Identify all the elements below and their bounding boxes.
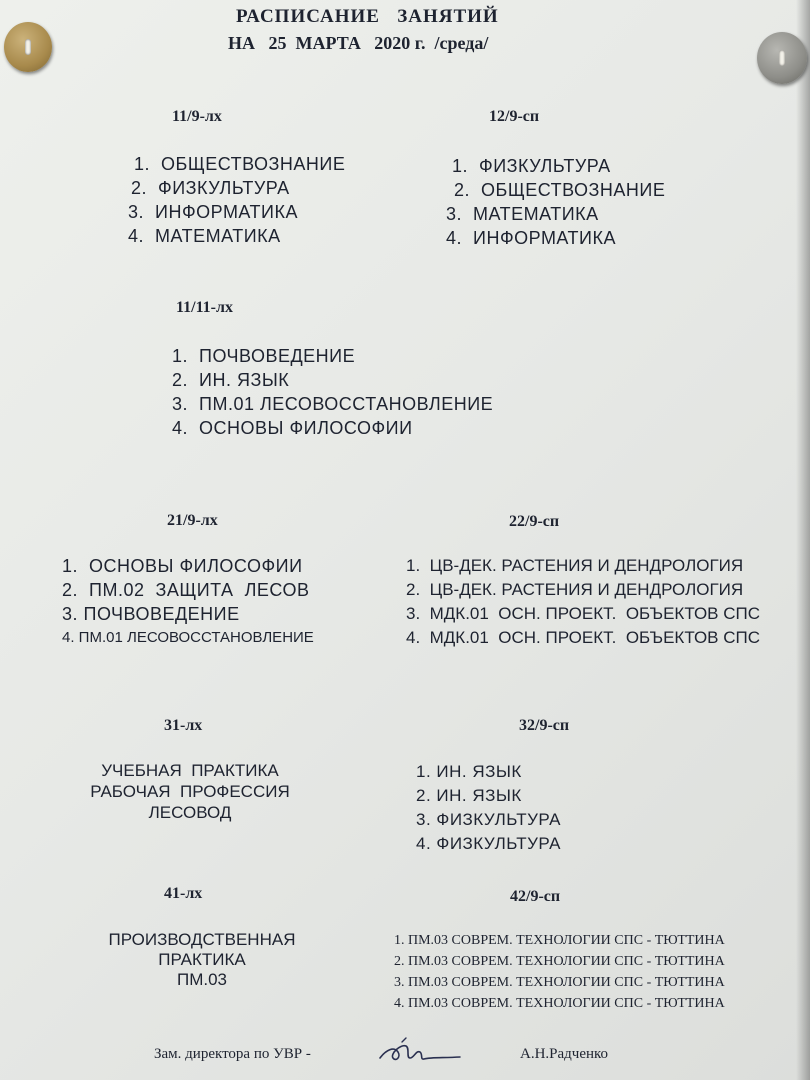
group-31-text: [74, 760, 306, 823]
text-line: ПМ.03: [176, 970, 227, 989]
list-item: 3. ПОЧВОВЕДЕНИЕ: [62, 604, 240, 624]
text-line: ПРОИЗВОДСТВЕННАЯ: [108, 930, 296, 949]
list-item: 1. ОСНОВЫ ФИЛОСОФИИ: [62, 556, 303, 576]
list-item: 4. МАТЕМАТИКА: [128, 226, 281, 246]
list-item: 4. ОСНОВЫ ФИЛОСОФИИ: [172, 418, 413, 438]
list-item: 4. ИНФОРМАТИКА: [446, 228, 616, 248]
list-item: 3. МДК.01 ОСН. ПРОЕКТ. ОБЪЕКТОВ СПС: [406, 604, 761, 623]
list-item: 4. ПМ.01 ЛЕСОВОССТАНОВЛЕНИЕ: [62, 629, 314, 646]
signatory-position: Зам. директора по УВР -: [154, 1046, 311, 1062]
list-item: 4. МДК.01 ОСН. ПРОЕКТ. ОБЪЕКТОВ СПС: [406, 628, 761, 647]
signatory-name: А.Н.Радченко: [520, 1046, 609, 1062]
text-line: РАБОЧАЯ ПРОФЕССИЯ: [90, 782, 290, 801]
group-31-heading: 31-лх: [164, 717, 203, 734]
group-22-9-heading: 22/9-сп: [509, 513, 560, 530]
list-item: 2. ПМ.02 ЗАЩИТА ЛЕСОВ: [62, 580, 310, 600]
handwritten-signature: [376, 1036, 464, 1070]
list-item: 2. ПМ.03 СОВРЕМ. ТЕХНОЛОГИИ СПС - ТЮТТИНА: [394, 954, 725, 969]
list-item: 1. ПМ.03 СОВРЕМ. ТЕХНОЛОГИИ СПС - ТЮТТИНА: [394, 933, 725, 948]
text-line: ПРАКТИКА: [158, 950, 246, 969]
group-42-9-heading: 42/9-сп: [510, 888, 561, 905]
list-item: 4. ПМ.03 СОВРЕМ. ТЕХНОЛОГИИ СПС - ТЮТТИНА: [394, 996, 725, 1011]
pushpin-right-icon: [757, 32, 807, 84]
group-41-text: [88, 930, 316, 990]
list-item: 2. ОБЩЕСТВОЗНАНИЕ: [454, 180, 666, 200]
text-line: УЧЕБНАЯ ПРАКТИКА: [101, 761, 279, 780]
group-12-9-list: [446, 154, 666, 250]
list-item: 3. ПМ.01 ЛЕСОВОССТАНОВЛЕНИЕ: [172, 394, 494, 414]
list-item: 2. ЦВ-ДЕК. РАСТЕНИЯ И ДЕНДРОЛОГИЯ: [406, 580, 744, 599]
list-item: 3. ФИЗКУЛЬТУРА: [416, 810, 561, 829]
group-11-9-list: [128, 152, 346, 248]
group-21-9-list: [62, 554, 314, 650]
pushpin-left-icon: [4, 22, 52, 72]
list-item: 1. ФИЗКУЛЬТУРА: [452, 156, 611, 176]
schedule-title: РАСПИСАНИЕ ЗАНЯТИЙ: [236, 6, 499, 27]
list-item: 4. ФИЗКУЛЬТУРА: [416, 834, 561, 853]
group-32-9-heading: 32/9-сп: [519, 717, 570, 734]
group-11-11-heading: 11/11-лх: [176, 299, 233, 316]
schedule-date: НА 25 МАРТА 2020 г. /среда/: [228, 33, 489, 53]
text-line: ЛЕСОВОД: [148, 803, 232, 822]
list-item: 1. ОБЩЕСТВОЗНАНИЕ: [134, 154, 346, 174]
list-item: 2. ИН. ЯЗЫК: [416, 786, 522, 805]
group-41-heading: 41-лх: [164, 885, 203, 902]
group-21-9-heading: 21/9-лх: [167, 512, 218, 529]
group-11-9-heading: 11/9-лх: [172, 108, 222, 125]
list-item: 3. МАТЕМАТИКА: [446, 204, 599, 224]
group-42-9-list: [394, 930, 725, 1014]
group-32-9-list: [416, 760, 561, 856]
list-item: 2. ИН. ЯЗЫК: [172, 370, 290, 390]
list-item: 1. ПОЧВОВЕДЕНИЕ: [172, 346, 356, 366]
list-item: 1. ЦВ-ДЕК. РАСТЕНИЯ И ДЕНДРОЛОГИЯ: [406, 556, 744, 575]
list-item: 2. ФИЗКУЛЬТУРА: [131, 178, 290, 198]
group-12-9-heading: 12/9-сп: [489, 108, 540, 125]
list-item: 1. ИН. ЯЗЫК: [416, 762, 522, 781]
paper-edge-shadow: [796, 0, 810, 1080]
list-item: 3. ИНФОРМАТИКА: [128, 202, 298, 222]
group-11-11-list: [172, 344, 493, 440]
group-22-9-list: [406, 554, 760, 650]
list-item: 3. ПМ.03 СОВРЕМ. ТЕХНОЛОГИИ СПС - ТЮТТИНА: [394, 975, 725, 990]
